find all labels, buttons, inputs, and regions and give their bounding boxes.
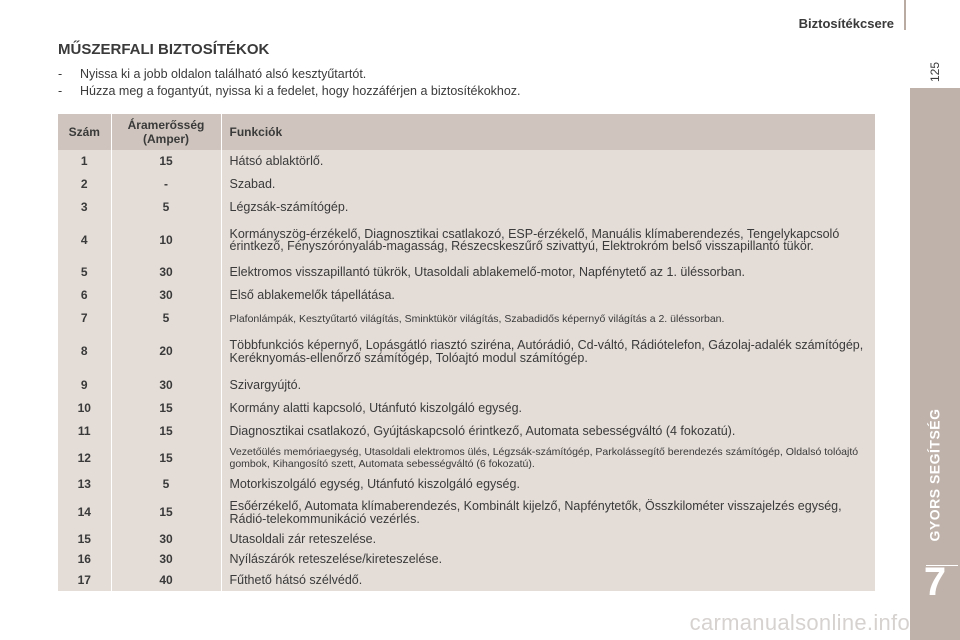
- table-row: [58, 173, 875, 196]
- table-row: [58, 496, 875, 529]
- fuse-function: Első ablakemelők tápellátása.: [221, 284, 875, 307]
- fuse-amperage: 15: [111, 150, 221, 173]
- fuse-function: Légzsák-számítógép.: [221, 196, 875, 219]
- fuse-function: Szivargyújtó.: [221, 373, 875, 397]
- fuse-amperage: 15: [111, 420, 221, 443]
- fuse-number: 2: [58, 173, 111, 196]
- fuse-function: Kormányszög-érzékelő, Diagnosztikai csatlakozó, ESP-érzékelő, Manuális klímaberendezés, Tengelykapcsoló érintkező, Fényszórónyaláb-magasság, Részecskeszűrő szivattyú, Elektrokróm belső visszapillantó tükör.: [221, 219, 875, 261]
- fuse-amperage: 40: [111, 569, 221, 591]
- fuse-number: 8: [58, 330, 111, 373]
- fuse-amperage: -: [111, 173, 221, 196]
- fuse-amperage: 10: [111, 219, 221, 261]
- fuse-number: 5: [58, 261, 111, 284]
- table-row: [58, 307, 875, 330]
- fuse-amperage: 30: [111, 529, 221, 549]
- header-rule: [904, 0, 906, 30]
- table-row: [58, 261, 875, 284]
- fuse-function: Nyílászárók reteszelése/kireteszelése.: [221, 549, 875, 569]
- table-row: [58, 150, 875, 173]
- section-number: 7: [923, 560, 947, 604]
- fuse-function: Plafonlámpák, Kesztyűtartó világítás, Sminktükör világítás, Szabadidős képernyő világítás a 2. üléssorban.: [221, 307, 875, 330]
- fuse-number: 6: [58, 284, 111, 307]
- fuse-number: 17: [58, 569, 111, 591]
- fuse-amperage: 20: [111, 330, 221, 373]
- fuse-function: Utasoldali zár reteszelése.: [221, 529, 875, 549]
- column-header-function: Funkciók: [221, 114, 875, 150]
- fuse-function: Diagnosztikai csatlakozó, Gyújtáskapcsoló érintkező, Automata sebességváltó (4 fokozatú).: [221, 420, 875, 443]
- table-row: [58, 473, 875, 496]
- fuse-function: Motorkiszolgáló egység, Utánfutó kiszolgáló egység.: [221, 473, 875, 496]
- column-header-amperage-line1: Áramerősség: [127, 118, 205, 132]
- table-row: [58, 219, 875, 261]
- fuse-table: [58, 114, 875, 591]
- side-tab-label-text: GYORS SEGÍTSÉG: [927, 408, 943, 542]
- fuse-amperage: 15: [111, 496, 221, 529]
- fuse-amperage: 15: [111, 443, 221, 473]
- table-row: [58, 196, 875, 219]
- table-row: [58, 373, 875, 397]
- instruction-text: Nyissa ki a jobb oldalon található alsó kesztyűtartót.: [80, 67, 367, 81]
- fuse-function: Fűthető hátsó szélvédő.: [221, 569, 875, 591]
- page-title: MŰSZERFALI BIZTOSÍTÉKOK: [58, 41, 270, 58]
- fuse-number: 4: [58, 219, 111, 261]
- fuse-amperage: 5: [111, 196, 221, 219]
- page-number: [910, 52, 960, 92]
- fuse-function: Vezetőülés memóriaegység, Utasoldali elektromos ülés, Légzsák-számítógép, Parkolássegítő berendezés számítógép, Oldalsó tolóajtó gombok, Kihangosító szett, Automata sebességváltó (6 fokozatú).: [221, 443, 875, 473]
- instruction-item: [58, 83, 521, 100]
- column-header-amperage-line2: (Amper): [142, 132, 189, 146]
- table-row: [58, 529, 875, 549]
- fuse-amperage: 30: [111, 284, 221, 307]
- table-row: [58, 549, 875, 569]
- fuse-number: 1: [58, 150, 111, 173]
- watermark: carmanualsonline.info: [689, 610, 910, 635]
- fuse-function: Többfunkciós képernyő, Lopásgátló riasztó sziréna, Autórádió, Cd-váltó, Rádiótelefon, Gázolaj-adalék számítógép, Keréknyomás-ellenőrző számítógép, Tolóajtó modul számítógép.: [221, 330, 875, 373]
- column-header-number: Szám: [58, 114, 111, 150]
- table-row: [58, 420, 875, 443]
- instruction-item: [58, 66, 521, 83]
- fuse-function: Elektromos visszapillantó tükrök, Utasoldali ablakemelő-motor, Napfénytető az 1. üléssorban.: [221, 261, 875, 284]
- table-row: [58, 284, 875, 307]
- table-row: [58, 569, 875, 591]
- fuse-number: 16: [58, 549, 111, 569]
- fuse-amperage: 30: [111, 261, 221, 284]
- fuse-number: 11: [58, 420, 111, 443]
- fuse-function: Kormány alatti kapcsoló, Utánfutó kiszolgáló egység.: [221, 397, 875, 420]
- column-header-amperage: [111, 114, 221, 150]
- fuse-number: 7: [58, 307, 111, 330]
- fuse-number: 9: [58, 373, 111, 397]
- instruction-list: [58, 66, 521, 100]
- fuse-function: Hátsó ablaktörlő.: [221, 150, 875, 173]
- side-tab-label: [910, 390, 960, 560]
- fuse-amperage: 5: [111, 307, 221, 330]
- fuse-number: 3: [58, 196, 111, 219]
- fuse-number: 14: [58, 496, 111, 529]
- fuse-amperage: 30: [111, 373, 221, 397]
- fuse-number: 15: [58, 529, 111, 549]
- fuse-amperage: 5: [111, 473, 221, 496]
- instruction-bullet: -: [58, 84, 63, 98]
- fuse-amperage: 15: [111, 397, 221, 420]
- instruction-bullet: -: [58, 67, 63, 81]
- page-number-text: 125: [928, 61, 942, 83]
- fuse-function: Esőérzékelő, Automata klímaberendezés, Kombinált kijelző, Napfénytetők, Összkilométer visszajelzés egység, Rádió-telekommunikáció vezérlés.: [221, 496, 875, 529]
- fuse-function: Szabad.: [221, 173, 875, 196]
- instruction-text: Húzza meg a fogantyút, nyissa ki a fedelet, hogy hozzáférjen a biztosítékokhoz.: [80, 84, 521, 98]
- section-header-title: Biztosítékcsere: [798, 16, 894, 31]
- fuse-number: 10: [58, 397, 111, 420]
- table-header-row: [58, 114, 875, 150]
- table-row: [58, 330, 875, 373]
- fuse-number: 12: [58, 443, 111, 473]
- fuse-amperage: 30: [111, 549, 221, 569]
- fuse-number: 13: [58, 473, 111, 496]
- table-row: [58, 397, 875, 420]
- table-row: [58, 443, 875, 473]
